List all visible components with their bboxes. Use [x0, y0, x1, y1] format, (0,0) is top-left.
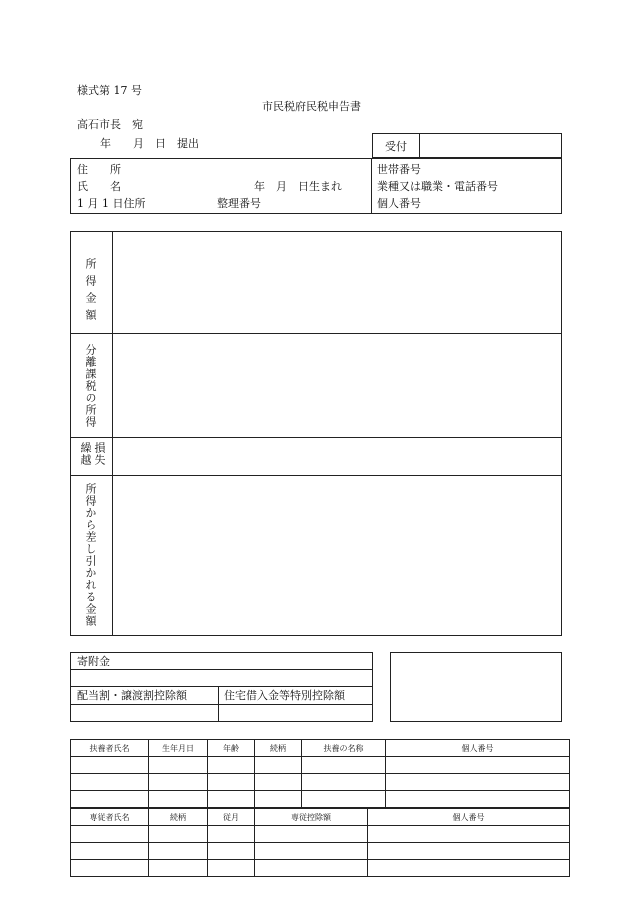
header-personal-number: 個人番号: [386, 740, 570, 757]
address-label: 住 所: [77, 163, 121, 176]
dependents-table: [70, 739, 570, 808]
employees-header-row: [71, 809, 570, 826]
income-amount-label: 所得金額: [84, 258, 97, 326]
donation-line-2: [70, 686, 373, 687]
header-dependent-name: 扶養者氏名: [71, 740, 149, 757]
dividend-deduction-label: 配当割・譲渡割控除額: [77, 689, 187, 702]
header-relationship: 続柄: [255, 740, 302, 757]
reception-divider: [419, 133, 420, 158]
donation-label: 寄附金: [77, 655, 110, 668]
donation-field[interactable]: [71, 670, 372, 686]
housing-loan-deduction-field[interactable]: [219, 705, 372, 721]
header-employee-relationship: 続柄: [149, 809, 208, 826]
addressee: 高石市長 宛: [77, 118, 143, 131]
personal-number-label: 個人番号: [377, 197, 421, 210]
carryover-label: 繰越: [79, 442, 92, 466]
stamp-box[interactable]: [390, 652, 562, 722]
header-employee-deduction: 専従控除額: [255, 809, 368, 826]
birth-label: 年 月 日生まれ: [254, 180, 342, 193]
table-row[interactable]: [71, 860, 570, 877]
jan1-address-label: 1 月 1 日住所: [77, 197, 146, 210]
household-number-label: 世帯番号: [377, 163, 421, 176]
name-label: 氏 名: [77, 180, 121, 193]
table-row[interactable]: [71, 826, 570, 843]
header-employee-personal-number: 個人番号: [368, 809, 570, 826]
deductions-field[interactable]: [113, 476, 561, 635]
housing-loan-deduction-label: 住宅借入金等特別控除額: [224, 689, 345, 702]
table-row[interactable]: [71, 791, 570, 808]
header-dependent-type: 扶養の名称: [302, 740, 386, 757]
table-row[interactable]: [71, 843, 570, 860]
applicant-info-divider: [371, 158, 372, 214]
loss-carryover-field[interactable]: [113, 438, 561, 475]
dependents-header-row: [71, 740, 570, 757]
header-birthdate: 生年月日: [149, 740, 208, 757]
ref-number-label: 整理番号: [217, 197, 261, 210]
loss-label: 損失: [93, 442, 106, 466]
header-months: 従月: [208, 809, 255, 826]
page-title: 市民税府民税申告書: [262, 100, 361, 113]
header-employee-name: 専従者氏名: [71, 809, 149, 826]
occupation-phone-label: 業種又は職業・電話番号: [377, 180, 498, 193]
table-row[interactable]: [71, 757, 570, 774]
dividend-deduction-field[interactable]: [71, 705, 218, 721]
separate-tax-field[interactable]: [113, 334, 561, 437]
reception-label: 受付: [385, 140, 407, 153]
table-row[interactable]: [71, 774, 570, 791]
separate-tax-label: 分離課税の所得: [84, 344, 97, 428]
header-age: 年齢: [208, 740, 255, 757]
form-number: 様式第 17 号: [77, 84, 142, 97]
submit-date: 年 月 日 提出: [100, 137, 199, 150]
deductions-label: 所得から差し引かれる金額: [84, 483, 97, 627]
employees-table: [70, 808, 570, 877]
income-amount-field[interactable]: [113, 232, 561, 333]
